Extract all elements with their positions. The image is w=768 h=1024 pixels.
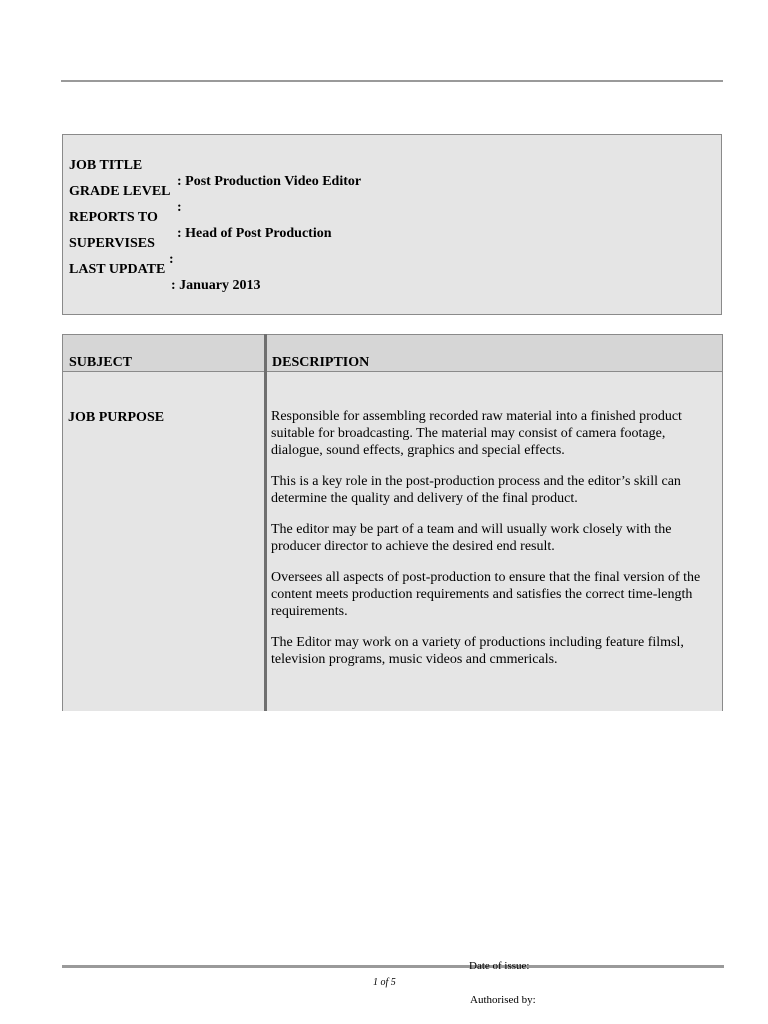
subject-job-purpose: JOB PURPOSE (68, 410, 165, 425)
description-paragraph: The editor may be part of a team and will usually work closely with the producer director to achieve the desired end result. (271, 522, 672, 554)
job-title-label: JOB TITLE (69, 158, 143, 173)
last-update-value: : January 2013 (171, 278, 261, 293)
description-paragraph: This is a key role in the post-production process and the editor’s skill can determine the quality and delivery of the final product. (271, 474, 681, 506)
reports-to-value: : Head of Post Production (177, 226, 332, 241)
description-cell (271, 408, 717, 682)
footer-divider (62, 965, 724, 968)
supervises-label: SUPERVISES (69, 236, 155, 251)
date-of-issue: Date of issue: (469, 960, 530, 972)
last-update-row (69, 246, 261, 310)
table-header-row (62, 334, 723, 372)
description-paragraph: Responsible for assembling recorded raw material into a finished product suitable for broadcasting. The material may consist of camera footage, dialogue, sound effects, graphics and special effects. (271, 409, 682, 458)
column-divider (264, 334, 267, 711)
reports-to-label: REPORTS TO (69, 210, 158, 225)
grade-level-value: : (177, 200, 182, 215)
column-header-description: DESCRIPTION (272, 355, 370, 370)
column-header-subject: SUBJECT (69, 355, 133, 370)
top-divider (61, 80, 723, 82)
authorised-by: Authorised by: (470, 994, 536, 1006)
description-paragraph: The Editor may work on a variety of productions including feature filmsl, television programs, music videos and cmmericals. (271, 635, 684, 667)
job-title-value: : Post Production Video Editor (177, 174, 362, 189)
page-number: 1 of 5 (373, 977, 396, 988)
job-info-box (62, 134, 722, 315)
last-update-label: LAST UPDATE (69, 262, 166, 277)
job-description-table (62, 334, 723, 711)
description-paragraph: Oversees all aspects of post-production to ensure that the final version of the content meets production requirements and satisfies the correct time-length requirements. (271, 570, 701, 619)
grade-level-label: GRADE LEVEL (69, 184, 171, 199)
supervises-value: : (169, 252, 174, 267)
